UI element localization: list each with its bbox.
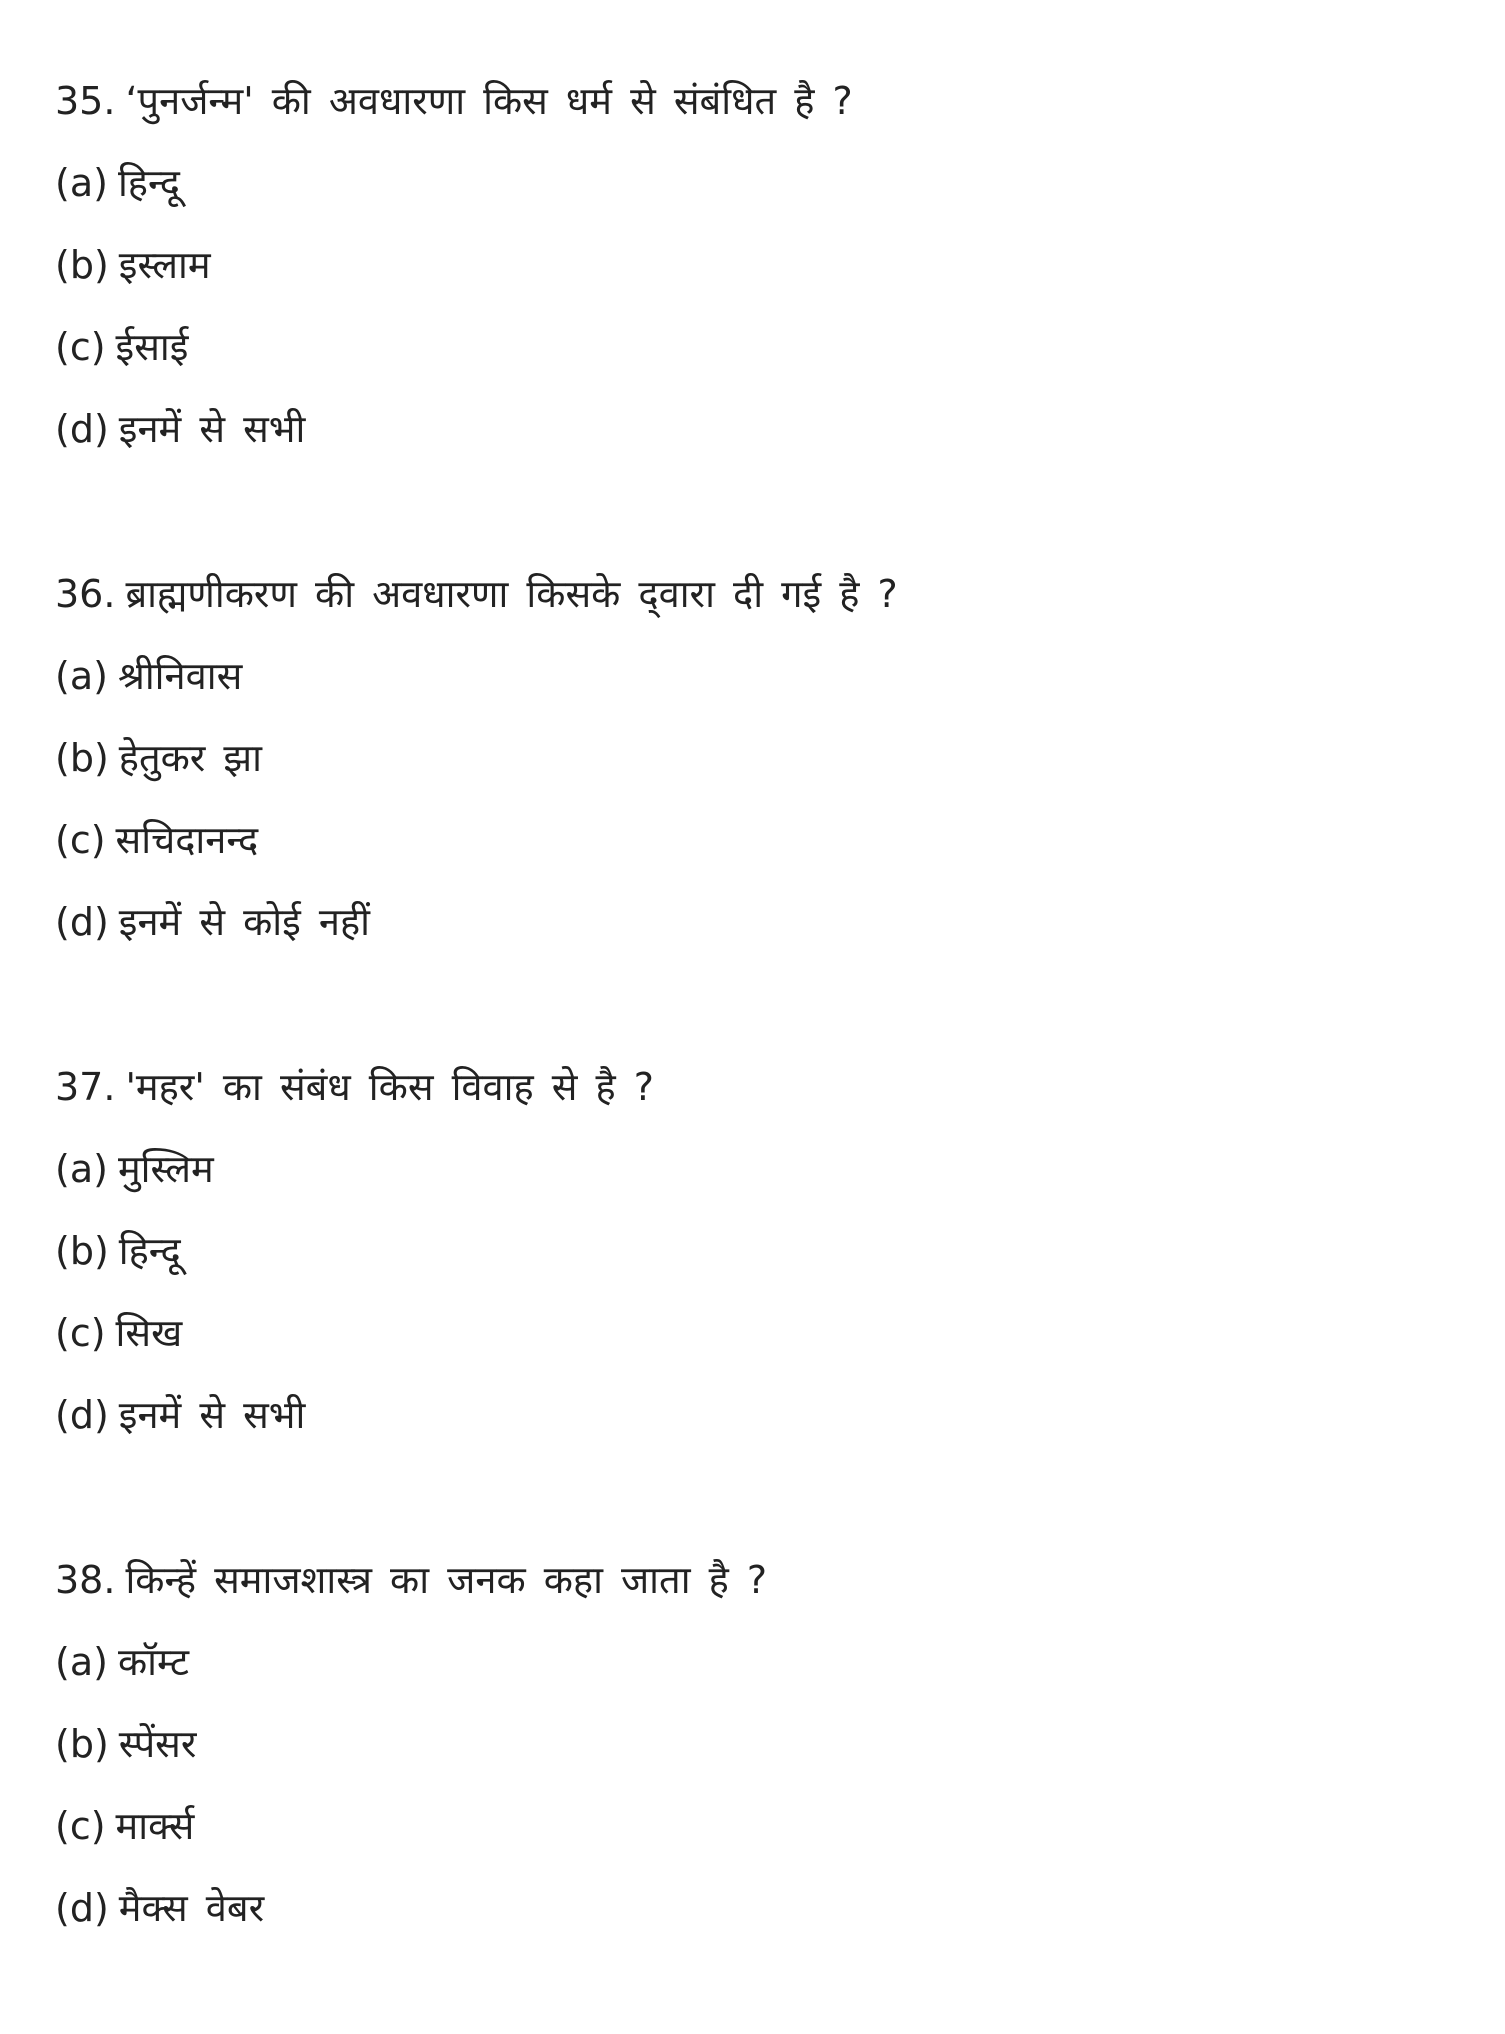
option-c <box>55 799 1455 881</box>
option-label: (b) <box>55 1229 109 1273</box>
option-text: सिख <box>115 1311 183 1355</box>
question-number: 36. <box>55 572 116 616</box>
option-text: मार्क्स <box>115 1804 195 1848</box>
option-text: मुस्लिम <box>117 1147 214 1191</box>
option-text: इनमें से सभी <box>118 407 306 451</box>
option-a <box>55 1621 1455 1703</box>
question-35 <box>55 60 1455 470</box>
option-text: सचिदानन्द <box>115 818 259 862</box>
option-text: स्पेंसर <box>118 1722 197 1766</box>
option-d <box>55 1374 1455 1456</box>
option-text: श्रीनिवास <box>117 654 243 698</box>
question-text-line <box>55 60 1455 142</box>
option-text: हिन्दू <box>117 161 180 205</box>
option-text: कॉम्ट <box>117 1640 190 1684</box>
question-number: 37. <box>55 1065 116 1109</box>
question-text: ‘पुनर्जन्म' की अवधारणा किस धर्म से संबंधित है ? <box>125 79 853 123</box>
question-number: 38. <box>55 1558 116 1602</box>
option-label: (c) <box>55 1804 106 1848</box>
option-text: ईसाई <box>115 325 189 369</box>
question-text: किन्हें समाजशास्त्र का जनक कहा जाता है ? <box>125 1558 768 1602</box>
option-label: (a) <box>55 161 108 205</box>
option-label: (d) <box>55 1393 109 1437</box>
question-text-line <box>55 553 1455 635</box>
option-b <box>55 1703 1455 1785</box>
option-c <box>55 1785 1455 1867</box>
option-d <box>55 1867 1455 1949</box>
option-b <box>55 224 1455 306</box>
option-d <box>55 388 1455 470</box>
option-text: इस्लाम <box>118 243 211 287</box>
option-text: मैक्स वेबर <box>118 1886 265 1930</box>
question-text: ब्राह्मणीकरण की अवधारणा किसके द्‍वारा दी गई है ? <box>125 572 898 616</box>
option-a <box>55 635 1455 717</box>
option-c <box>55 1292 1455 1374</box>
option-text: हिन्दू <box>118 1229 181 1273</box>
question-text-line <box>55 1539 1455 1621</box>
option-label: (a) <box>55 1147 108 1191</box>
option-label: (a) <box>55 654 108 698</box>
option-label: (c) <box>55 325 106 369</box>
option-b <box>55 1210 1455 1292</box>
option-label: (b) <box>55 1722 109 1766</box>
option-b <box>55 717 1455 799</box>
option-label: (b) <box>55 736 109 780</box>
option-label: (b) <box>55 243 109 287</box>
question-36 <box>55 553 1455 963</box>
option-label: (d) <box>55 1886 109 1930</box>
option-d <box>55 881 1455 963</box>
question-number: 35. <box>55 79 116 123</box>
option-text: इनमें से कोई नहीं <box>118 900 370 944</box>
option-label: (a) <box>55 1640 108 1684</box>
question-38 <box>55 1539 1455 1949</box>
option-text: हेतुकर झा <box>118 736 262 780</box>
option-a <box>55 142 1455 224</box>
question-text: 'महर' का संबंध किस विवाह से है ? <box>125 1065 654 1109</box>
question-37 <box>55 1046 1455 1456</box>
question-text-line <box>55 1046 1455 1128</box>
option-label: (d) <box>55 407 109 451</box>
option-label: (d) <box>55 900 109 944</box>
option-label: (c) <box>55 1311 106 1355</box>
option-label: (c) <box>55 818 106 862</box>
option-c <box>55 306 1455 388</box>
option-a <box>55 1128 1455 1210</box>
option-text: इनमें से सभी <box>118 1393 306 1437</box>
